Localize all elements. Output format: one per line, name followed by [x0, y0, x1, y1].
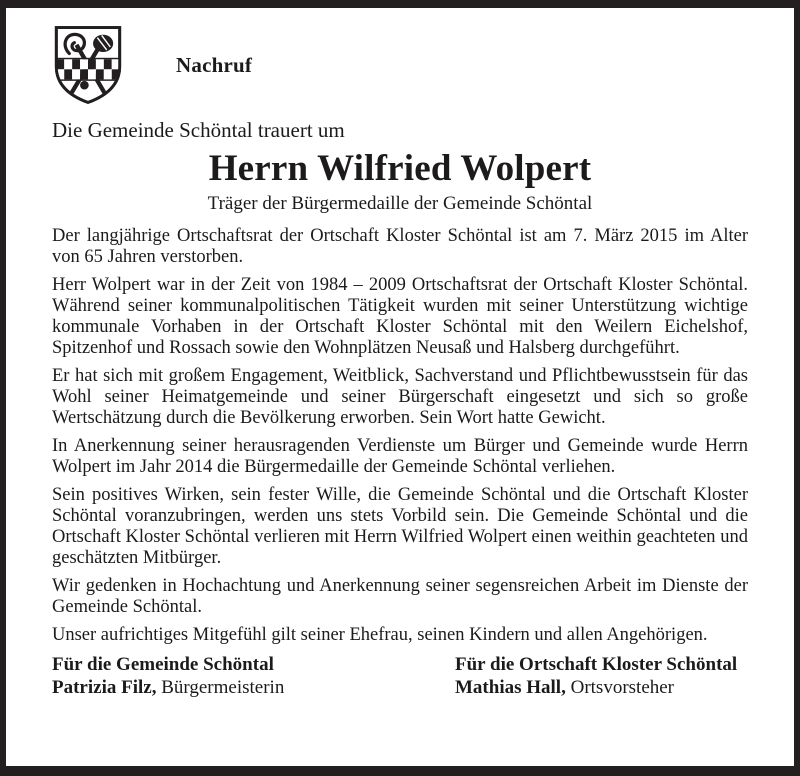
- paragraph-2: Herr Wolpert war in der Zeit von 1984 – 2009 Ortschaftsrat der Ortschaft Kloster Schöntal. Während seiner kommunalpolitischen Tätigkeit wurden mit seiner Unterstützung wichtige kommunale Vorhaben in der Ortschaft Kloster Schöntal mit den Weilern Eichelshof, Spitzenhof und Rossach sowie den Wohnplätzen Neusaß und Halsberg durchgeführt.: [52, 275, 748, 358]
- signature-person: [455, 676, 748, 699]
- paragraph-6: Wir gedenken in Hochachtung und Anerkennung seiner segensreichen Arbeit im Dienste der Gemeinde Schöntal.: [52, 576, 748, 617]
- nachruf-label: Nachruf: [176, 52, 253, 77]
- deceased-name: Herrn Wilfried Wolpert: [208, 148, 592, 189]
- paragraph-4: In Anerkennung seiner herausragenden Verdienste um Bürger und Gemeinde wurde Herrn Wolpert im Jahr 2014 die Bürgermedaille der Gemeinde Schöntal verliehen.: [52, 436, 748, 477]
- notice-inner: [6, 8, 794, 766]
- signature-block: [52, 653, 748, 699]
- signature-person: [52, 676, 455, 699]
- checkered-band: [56, 59, 119, 79]
- signature-org: Für die Gemeinde Schöntal: [52, 654, 274, 675]
- signature-ortschaft: [455, 653, 748, 699]
- crozier-knob: [80, 81, 89, 90]
- signature-org: Für die Ortschaft Kloster Schöntal: [455, 654, 738, 675]
- paragraph-7: Unser aufrichtiges Mitgefühl gilt seiner Ehefrau, seinen Kindern und allen Angehörigen.: [52, 625, 708, 645]
- notice-header: [52, 24, 748, 106]
- signer-role: Ortsvorsteher: [570, 677, 675, 698]
- paragraph-1: Der langjährige Ortschaftsrat der Ortschaft Kloster Schöntal ist am 7. März 2015 im Alter von 65 Jahren verstorben.: [52, 226, 748, 267]
- schoental-coat-of-arms-icon: [52, 24, 124, 106]
- paragraph-5: Sein positives Wirken, sein fester Wille, die Gemeinde Schöntal und die Ortschaft Kloster Schöntal voranzubringen, werden uns stets Vorbild sein. Die Gemeinde Schöntal und die Ortschaft Kloster Schöntal verlieren mit Herrn Wilfried Wolpert einen weithin geachteten und geschätzten Mitbürger.: [52, 485, 748, 568]
- paragraph-3: Er hat sich mit großem Engagement, Weitblick, Sachverstand und Pflichtbewusstsein für das Wohl seiner Heimatgemeinde und seiner Bürgerschaft eingesetzt und sich so große Wertschätzung durch die Bevölkerung erworben. Sein Wort hatte Gewicht.: [52, 366, 748, 428]
- signer-role: Bürgermeisterin: [161, 677, 285, 698]
- signer-name: Patrizia Filz,: [52, 677, 157, 698]
- intro-line: Die Gemeinde Schöntal trauert um: [52, 118, 345, 142]
- honor-subtitle: Träger der Bürgermedaille der Gemeinde Schöntal: [207, 193, 593, 214]
- signer-name: Mathias Hall,: [455, 677, 566, 698]
- signature-gemeinde: [52, 653, 455, 699]
